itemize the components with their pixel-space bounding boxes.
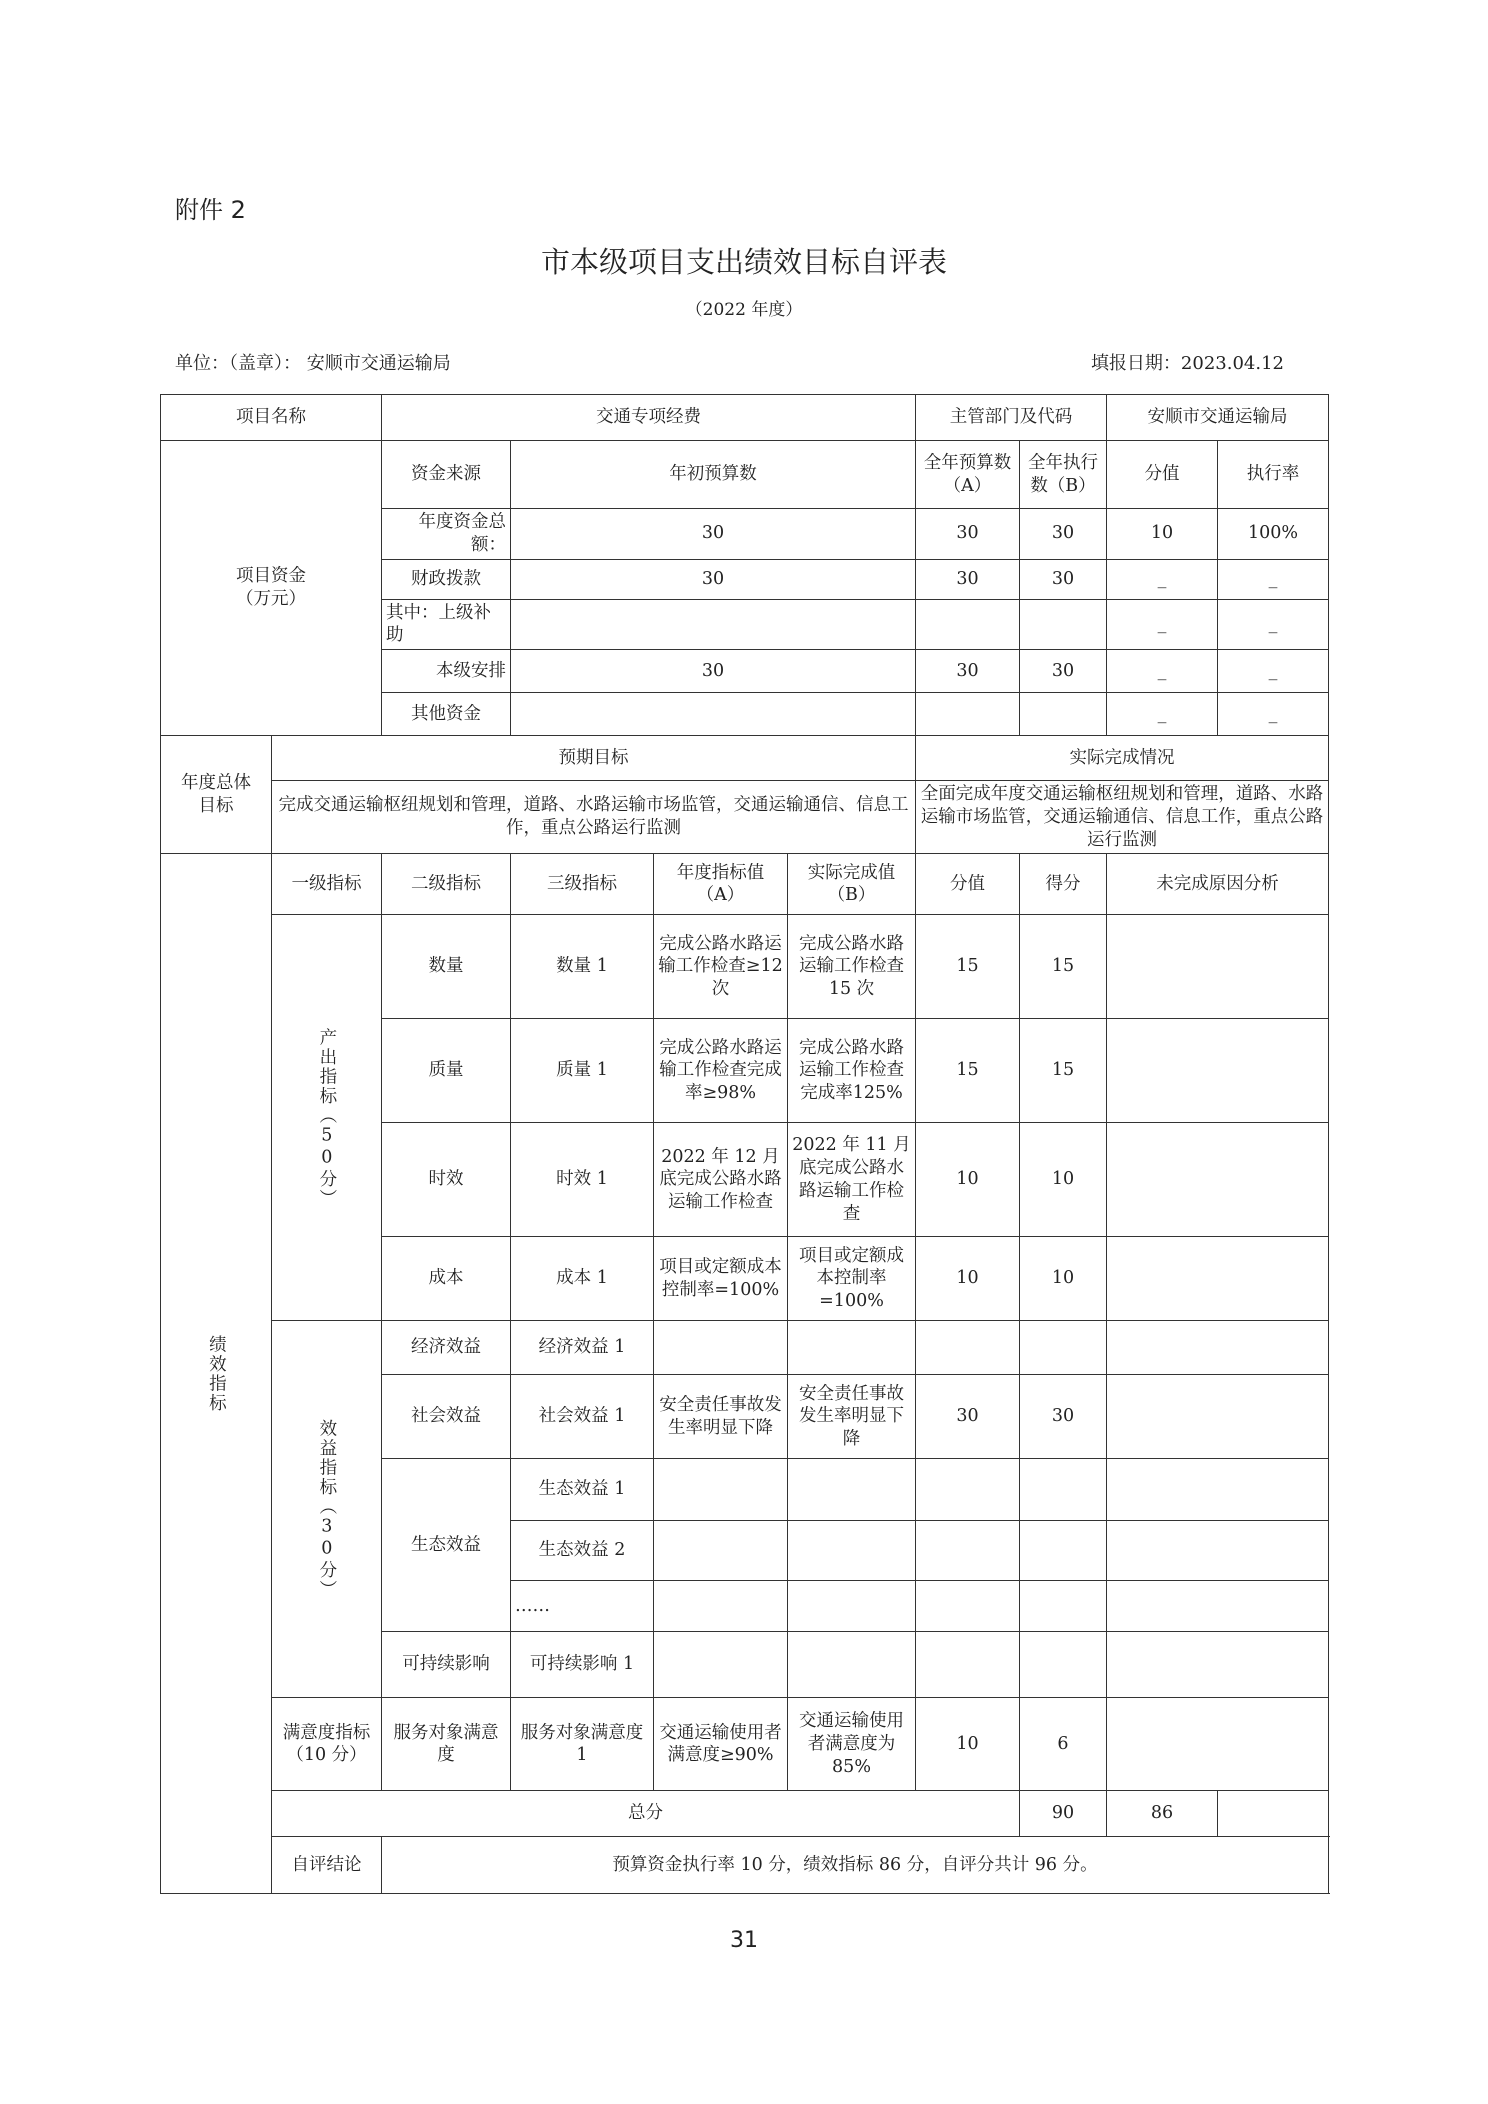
- table-row: [161, 1321, 1329, 1375]
- l2-cell: 时效: [382, 1123, 511, 1237]
- fund-source: 其他资金: [382, 693, 511, 736]
- score-cell: [1020, 1459, 1107, 1521]
- actual-cell: 完成公路水路运输工作检查完成率125%: [788, 1019, 916, 1123]
- output-indicator-label: [272, 915, 382, 1321]
- reason-cell: [1107, 1632, 1329, 1698]
- l2-cell: 服务对象满意度: [382, 1698, 511, 1791]
- funds-header: 年初预算数: [511, 441, 916, 509]
- conclusion-row: [161, 1837, 1329, 1894]
- dept-label: 主管部门及代码: [916, 395, 1107, 441]
- fund-score-value: 10: [1107, 509, 1218, 560]
- actual-cell: 完成公路水路运输工作检查 15 次: [788, 915, 916, 1019]
- perf-label: [161, 854, 272, 1894]
- fund-score-value: _: [1107, 650, 1218, 693]
- fund-initial: [511, 693, 916, 736]
- value-cell: 15: [916, 1019, 1020, 1123]
- l2-cell: 生态效益: [382, 1459, 511, 1632]
- perf-header: 得分: [1020, 854, 1107, 915]
- actual-cell: 项目或定额成本控制率=100%: [788, 1237, 916, 1321]
- l3-cell: ……: [511, 1581, 654, 1632]
- reason-cell: [1107, 1321, 1329, 1375]
- actual-goal: 全面完成年度交通运输枢纽规划和管理，道路、水路运输市场监管，交通运输通信、信息工作，重点公路运行监测: [916, 781, 1329, 854]
- table-row: [161, 915, 1329, 1019]
- l2-cell: 质量: [382, 1019, 511, 1123]
- l2-cell: 经济效益: [382, 1321, 511, 1375]
- total-row: [161, 1791, 1329, 1837]
- page-title: 市本级项目支出绩效目标自评表: [540, 245, 947, 279]
- actual-cell: [788, 1632, 916, 1698]
- actual-goal-label: 实际完成情况: [916, 736, 1329, 781]
- score-cell: 6: [1020, 1698, 1107, 1791]
- target-cell: 2022 年 12 月底完成公路水路运输工作检查: [654, 1123, 788, 1237]
- perf-header: 未完成原因分析: [1107, 854, 1329, 915]
- fund-score-value: _: [1107, 693, 1218, 736]
- reason-cell: [1107, 1581, 1329, 1632]
- funds-header-row: [161, 441, 1329, 509]
- value-cell: [916, 1632, 1020, 1698]
- fund-executed: [1020, 599, 1107, 650]
- funds-header: 分值: [1107, 441, 1218, 509]
- l3-cell: 服务对象满意度 1: [511, 1698, 654, 1791]
- fund-source: 财政拨款: [382, 559, 511, 599]
- reason-cell: [1107, 1521, 1329, 1581]
- target-cell: [654, 1321, 788, 1375]
- reason-cell: [1107, 1375, 1329, 1459]
- actual-cell: [788, 1459, 916, 1521]
- fund-rate: _: [1218, 650, 1329, 693]
- fund-initial: 30: [511, 509, 916, 560]
- fund-source: 其中：上级补助: [382, 599, 511, 650]
- goals-header-row: [161, 736, 1329, 781]
- attachment-label: 附件 2: [175, 196, 246, 224]
- perf-header: 年度指标值（A）: [654, 854, 788, 915]
- value-cell: 15: [916, 915, 1020, 1019]
- benefit-indicator-label: [272, 1321, 382, 1698]
- fund-executed: 30: [1020, 559, 1107, 599]
- target-cell: 交通运输使用者满意度≥90%: [654, 1698, 788, 1791]
- target-cell: [654, 1521, 788, 1581]
- fund-rate: 100%: [1218, 509, 1329, 560]
- total-score: 86: [1107, 1791, 1218, 1837]
- l3-cell: 生态效益 1: [511, 1459, 654, 1521]
- page-number: 31: [730, 1928, 758, 1953]
- fund-initial: 30: [511, 559, 916, 599]
- project-row: [161, 395, 1329, 441]
- l3-cell: 时效 1: [511, 1123, 654, 1237]
- score-cell: [1020, 1521, 1107, 1581]
- l2-cell: 数量: [382, 915, 511, 1019]
- reason-cell: [1107, 1019, 1329, 1123]
- target-cell: [654, 1459, 788, 1521]
- fill-date: 填报日期：2023.04.12: [1090, 353, 1284, 374]
- l3-cell: 生态效益 2: [511, 1521, 654, 1581]
- score-cell: 30: [1020, 1375, 1107, 1459]
- actual-cell: 安全责任事故发生率明显下降: [788, 1375, 916, 1459]
- l2-cell: 社会效益: [382, 1375, 511, 1459]
- value-cell: 10: [916, 1123, 1020, 1237]
- score-cell: 10: [1020, 1237, 1107, 1321]
- total-label: 总分: [272, 1791, 1020, 1837]
- funds-header: 全年预算数（A）: [916, 441, 1020, 509]
- perf-header: 一级指标: [272, 854, 382, 915]
- fund-rate: _: [1218, 599, 1329, 650]
- unit-label: 单位：（盖章）： 安顺市交通运输局: [175, 353, 451, 374]
- target-cell: [654, 1581, 788, 1632]
- target-cell: [654, 1632, 788, 1698]
- value-cell: [916, 1521, 1020, 1581]
- value-cell: [916, 1459, 1020, 1521]
- fund-initial: [511, 599, 916, 650]
- fund-executed: 30: [1020, 650, 1107, 693]
- l3-cell: 可持续影响 1: [511, 1632, 654, 1698]
- perf-header: 实际完成值（B）: [788, 854, 916, 915]
- reason-cell: [1107, 915, 1329, 1019]
- l2-cell: 可持续影响: [382, 1632, 511, 1698]
- fund-initial: 30: [511, 650, 916, 693]
- score-cell: 10: [1020, 1123, 1107, 1237]
- actual-cell: 2022 年 11 月底完成公路水路运输工作检查: [788, 1123, 916, 1237]
- evaluation-table: [160, 394, 1329, 1894]
- project-name-label: 项目名称: [161, 395, 382, 441]
- value-cell: [916, 1581, 1020, 1632]
- actual-cell: [788, 1521, 916, 1581]
- fund-score-value: _: [1107, 599, 1218, 650]
- l3-cell: 质量 1: [511, 1019, 654, 1123]
- actual-cell: [788, 1321, 916, 1375]
- fund-annual: 30: [916, 559, 1020, 599]
- funds-header: 执行率: [1218, 441, 1329, 509]
- l3-cell: 成本 1: [511, 1237, 654, 1321]
- fund-annual: 30: [916, 509, 1020, 560]
- l2-cell: 成本: [382, 1237, 511, 1321]
- fund-score-value: _: [1107, 559, 1218, 599]
- expected-goal-label: 预期目标: [272, 736, 916, 781]
- perf-header: 三级指标: [511, 854, 654, 915]
- actual-cell: 交通运输使用者满意度为 85%: [788, 1698, 916, 1791]
- fund-rate: _: [1218, 559, 1329, 599]
- project-name: 交通专项经费: [382, 395, 916, 441]
- benefit-label-text: 效益指标（30分）: [316, 1419, 337, 1600]
- value-cell: [916, 1321, 1020, 1375]
- l3-cell: 经济效益 1: [511, 1321, 654, 1375]
- fund-executed: [1020, 693, 1107, 736]
- conclusion-text: 预算资金执行率 10 分，绩效指标 86 分，自评分共计 96 分。: [382, 1837, 1329, 1894]
- target-cell: 安全责任事故发生率明显下降: [654, 1375, 788, 1459]
- perf-header: 分值: [916, 854, 1020, 915]
- goals-row: [161, 781, 1329, 854]
- reason-cell: [1107, 1123, 1329, 1237]
- total-value: 90: [1020, 1791, 1107, 1837]
- fund-rate: _: [1218, 693, 1329, 736]
- reason-cell: [1107, 1459, 1329, 1521]
- goals-label: 年度总体 目标: [161, 736, 272, 854]
- l3-cell: 社会效益 1: [511, 1375, 654, 1459]
- score-cell: [1020, 1321, 1107, 1375]
- funds-header: 全年执行数（B）: [1020, 441, 1107, 509]
- fund-annual: 30: [916, 650, 1020, 693]
- target-cell: 项目或定额成本控制率=100%: [654, 1237, 788, 1321]
- perf-label-text: 绩效指标: [206, 1334, 227, 1413]
- score-cell: 15: [1020, 1019, 1107, 1123]
- target-cell: 完成公路水路运输工作检查≥12 次: [654, 915, 788, 1019]
- score-cell: [1020, 1581, 1107, 1632]
- l3-cell: 数量 1: [511, 915, 654, 1019]
- score-cell: 15: [1020, 915, 1107, 1019]
- actual-cell: [788, 1581, 916, 1632]
- fund-source: 本级安排: [382, 650, 511, 693]
- dept-value: 安顺市交通运输局: [1107, 395, 1329, 441]
- table-row: [161, 1698, 1329, 1791]
- funds-header: 资金来源: [382, 441, 511, 509]
- value-cell: 10: [916, 1237, 1020, 1321]
- value-cell: 30: [916, 1375, 1020, 1459]
- value-cell: 10: [916, 1698, 1020, 1791]
- fund-source: 年度资金总额：: [382, 509, 511, 560]
- reason-cell: [1107, 1698, 1329, 1791]
- output-label-text: 产出指标（50分）: [316, 1027, 337, 1208]
- score-cell: [1020, 1632, 1107, 1698]
- perf-header: 二级指标: [382, 854, 511, 915]
- fund-annual: [916, 599, 1020, 650]
- year-subtitle: （2022 年度）: [685, 300, 803, 320]
- funds-label: 项目资金 （万元）: [161, 441, 382, 736]
- fund-executed: 30: [1020, 509, 1107, 560]
- perf-header-row: [161, 854, 1329, 915]
- target-cell: 完成公路水路运输工作检查完成率≥98%: [654, 1019, 788, 1123]
- reason-cell: [1107, 1237, 1329, 1321]
- conclusion-label: 自评结论: [272, 1837, 382, 1894]
- satisfaction-indicator-label: 满意度指标（10 分）: [272, 1698, 382, 1791]
- expected-goal: 完成交通运输枢纽规划和管理，道路、水路运输市场监管，交通运输通信、信息工作，重点公路运行监测: [272, 781, 916, 854]
- fund-annual: [916, 693, 1020, 736]
- total-reason: [1218, 1791, 1329, 1837]
